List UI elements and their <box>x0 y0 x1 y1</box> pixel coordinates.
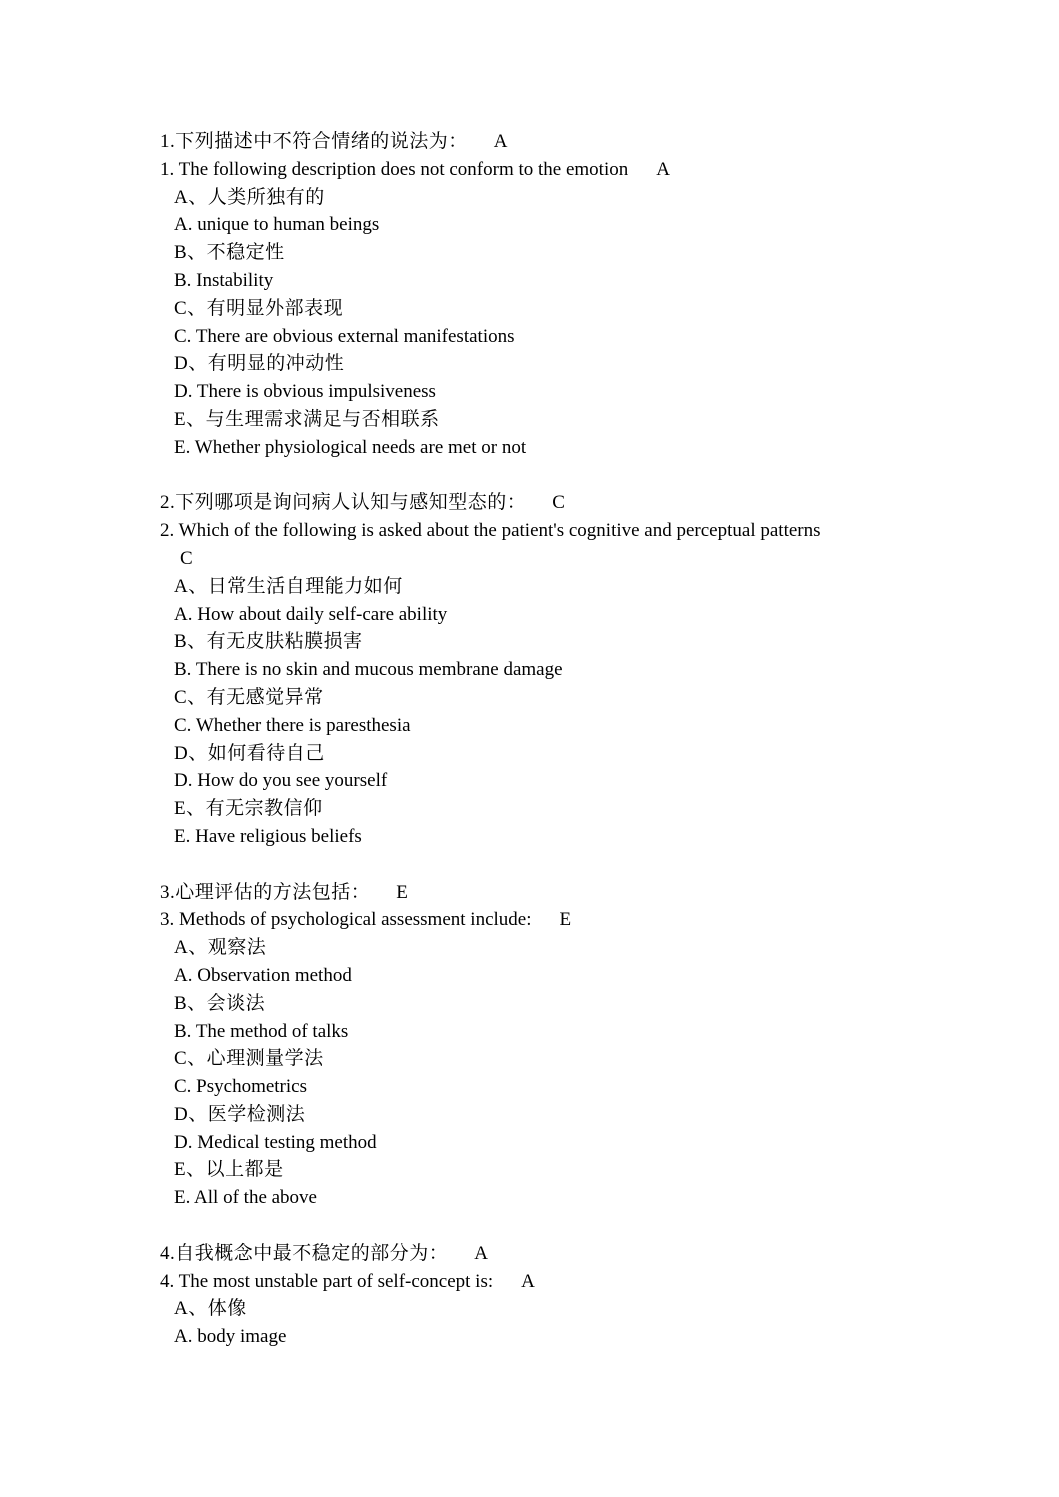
option-cn: E、有无宗教信仰 <box>174 798 323 820</box>
option-en: C. Whether there is paresthesia <box>174 714 411 736</box>
question-2 <box>160 489 860 850</box>
option-en: C. Psychometrics <box>174 1076 307 1098</box>
option-cn: D、医学检测法 <box>174 1103 306 1125</box>
question-title-cn <box>160 879 860 907</box>
answer-letter: A <box>493 131 508 152</box>
option-en: E. Whether physiological needs are met or not <box>174 436 527 458</box>
option-en: A. body image <box>174 1326 287 1348</box>
question-3 <box>160 879 860 1213</box>
option-en: B. Instability <box>174 269 274 291</box>
question-title-cn <box>160 489 860 517</box>
option-cn: B、有无皮肤粘膜损害 <box>174 631 363 653</box>
question-text: 1. The following description does not conform to the emotion <box>160 158 629 180</box>
option-cn: A、人类所独有的 <box>174 186 325 208</box>
option-cn: D、有明显的冲动性 <box>174 353 345 375</box>
question-title-en <box>160 906 860 934</box>
question-4 <box>160 1240 860 1351</box>
question-title-en <box>160 517 840 573</box>
option-en: A. unique to human beings <box>174 214 380 236</box>
option-en: D. Medical testing method <box>174 1131 377 1153</box>
option-cn: E、与生理需求满足与否相联系 <box>174 408 440 430</box>
option-cn: C、有无感觉异常 <box>174 686 324 708</box>
question-title-en <box>160 1268 860 1296</box>
question-text: 3.心理评估的方法包括： <box>160 881 371 903</box>
question-title-en <box>160 156 860 184</box>
answer-letter: A <box>521 1270 535 1292</box>
question-text: 2.下列哪项是询问病人认知与感知型态的： <box>160 492 527 514</box>
question-title-cn <box>160 1240 860 1268</box>
option-cn: D、如何看待自己 <box>174 742 325 764</box>
option-en: A. Observation method <box>174 964 352 986</box>
answer-letter: A <box>656 158 670 180</box>
option-cn: E、以上都是 <box>174 1159 284 1181</box>
option-en: A. How about daily self-care ability <box>174 603 448 625</box>
option-cn: C、心理测量学法 <box>174 1048 324 1070</box>
answer-letter: C <box>552 492 566 514</box>
question-text: 2. Which of the following is asked about the patient's cognitive and perceptual patterns <box>160 520 821 542</box>
option-cn: A、观察法 <box>174 937 267 959</box>
option-en: E. Have religious beliefs <box>174 825 362 847</box>
answer-letter: E <box>396 881 409 903</box>
answer-letter: E <box>559 909 572 931</box>
option-cn: A、日常生活自理能力如何 <box>174 575 403 597</box>
question-text: 4.自我概念中最不稳定的部分为： <box>160 1242 449 1264</box>
option-cn: B、会谈法 <box>174 992 266 1014</box>
option-en: B. There is no skin and mucous membrane damage <box>174 659 563 681</box>
document-page <box>160 128 860 1379</box>
question-text: 4. The most unstable part of self-concept is: <box>160 1270 494 1292</box>
option-en: D. There is obvious impulsiveness <box>174 381 436 403</box>
answer-letter: A <box>474 1242 489 1264</box>
option-en: D. How do you see yourself <box>174 770 388 792</box>
question-text: 3. Methods of psychological assessment include: <box>160 909 532 931</box>
option-cn: A、体像 <box>174 1298 247 1320</box>
option-cn: B、不稳定性 <box>174 242 285 264</box>
option-en: E. All of the above <box>174 1187 317 1209</box>
option-en: B. The method of talks <box>174 1020 349 1042</box>
question-title-cn <box>160 128 860 156</box>
question-text: 1.下列描述中不符合情绪的说法为： <box>160 131 468 152</box>
answer-letter: C <box>180 547 193 569</box>
question-1 <box>160 128 860 462</box>
option-cn: C、有明显外部表现 <box>174 297 344 319</box>
option-en: C. There are obvious external manifestations <box>174 325 515 347</box>
